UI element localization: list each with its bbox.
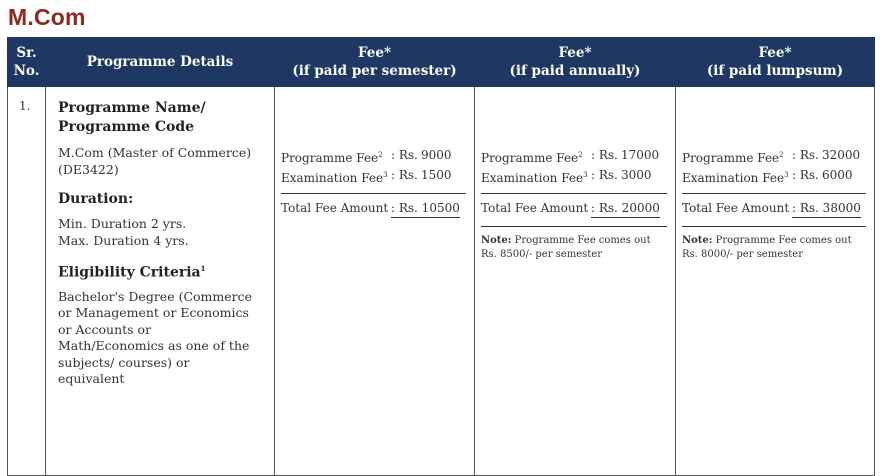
page-title: M.Com [8,4,86,30]
programme-fee-line: Programme Fee$^2$ : Rs. 32000 [682,148,861,165]
header-sr-no: Sr. No. [8,38,46,87]
fee-table [7,37,875,476]
programme-fee-line: Programme Fee$^2$ : Rs. 17000 [481,148,660,165]
annual-note: Note: Programme Fee comes out Rs. 8500/- per semester [481,226,667,262]
header-fee-semester: Fee* (if paid per semester) [275,38,475,87]
programme-details-cell [46,87,275,476]
header-programme-details: Programme Details [46,38,275,87]
sr-cell: 1. [8,87,46,476]
total-fee-line: Total Fee Amount : Rs. 20000 [481,193,667,218]
duration-heading: Duration: [58,191,134,207]
programme-name-heading: Programme Name/ Programme Code [58,100,206,135]
header-fee-annual: Fee* (if paid annually) [475,38,676,87]
programme-name-value: M.Com (Master of Commerce) (DE3422) [58,145,252,177]
examination-fee-line: Examination Fee$^3$ : Rs. 1500 [281,168,452,185]
header-fee-lumpsum: Fee* (if paid lumpsum) [676,38,875,87]
examination-fee-line: Examination Fee$^3$ : Rs. 3000 [481,168,652,185]
programme-fee-line: Programme Fee$^2$ : Rs. 9000 [281,148,452,165]
fee-lumpsum-cell [676,87,875,476]
total-fee-line: Total Fee Amount : Rs. 10500 [281,193,466,218]
examination-fee-line: Examination Fee$^3$ : Rs. 6000 [682,168,853,185]
fee-semester-cell [275,87,475,476]
lumpsum-note: Note: Programme Fee comes out Rs. 8000/- per semester [682,226,866,262]
eligibility-heading: Eligibility Criteria$^1$ [58,264,206,281]
duration-value: Min. Duration 2 yrs. Max. Duration 4 yrs. [58,216,189,248]
fee-annual-cell [475,87,676,476]
total-fee-line: Total Fee Amount : Rs. 38000 [682,193,866,218]
eligibility-value: Bachelor's Degree (Commerce or Management or Economics or Accounts or Math/Economics as one of the subjects/ courses) or equivalent [58,288,253,387]
table-header-row [8,38,875,87]
table-row [8,87,875,476]
